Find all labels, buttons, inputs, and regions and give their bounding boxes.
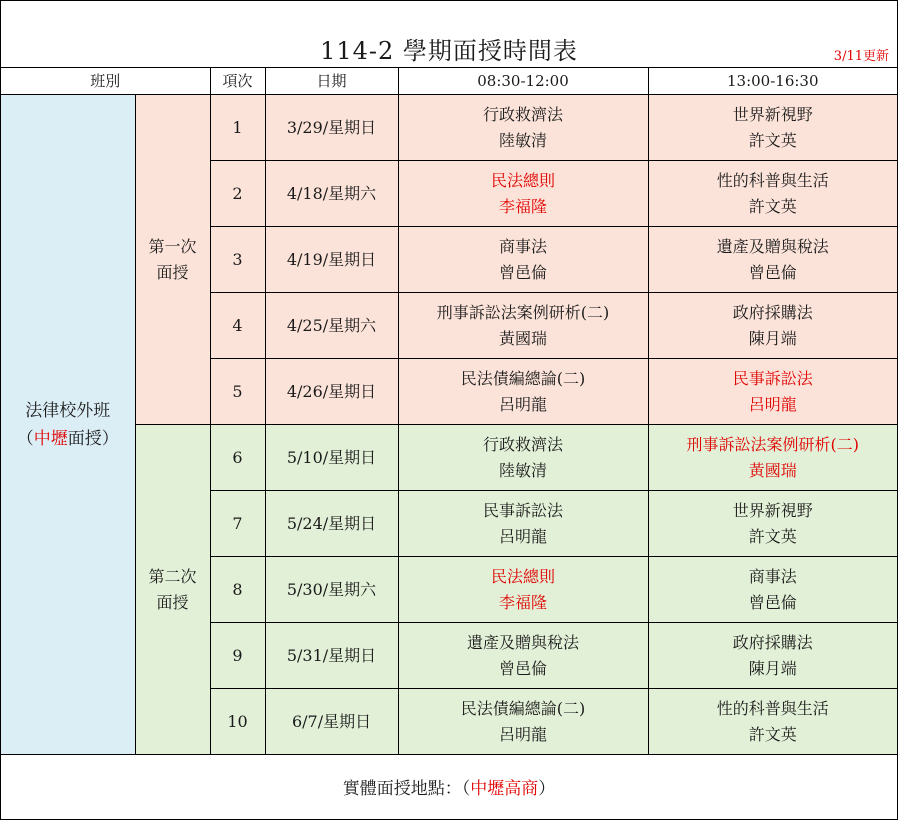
course-name: 刑事訴訟法案例研析(二) xyxy=(686,434,860,454)
morning-session xyxy=(398,689,648,755)
course-name: 行政救濟法 xyxy=(483,434,564,454)
schedule-table xyxy=(1,68,897,755)
class-open: （ xyxy=(16,428,34,449)
footer-close: ） xyxy=(538,779,556,799)
header-date: 日期 xyxy=(265,68,398,95)
morning-session xyxy=(398,293,648,359)
course-name: 民法債編總論(二) xyxy=(460,698,586,718)
class-location: 中壢 xyxy=(33,428,68,449)
table-row xyxy=(1,425,897,491)
teacher-name: 陳月端 xyxy=(748,328,797,348)
period-cell xyxy=(135,95,210,425)
teacher-name: 曾邑倫 xyxy=(499,262,548,282)
morning-session xyxy=(398,95,648,161)
course-name: 民事訴訟法 xyxy=(483,500,564,520)
header-morning: 08:30-12:00 xyxy=(398,68,648,95)
course-name: 行政救濟法 xyxy=(483,104,564,124)
course-name: 遺產及贈與稅法 xyxy=(467,632,580,652)
session-date: 5/30/星期六 xyxy=(265,557,398,623)
morning-session xyxy=(398,161,648,227)
class-name: 法律校外班 xyxy=(25,400,111,421)
afternoon-session xyxy=(648,359,897,425)
morning-session xyxy=(398,425,648,491)
afternoon-session xyxy=(648,623,897,689)
header-class: 班別 xyxy=(1,68,210,95)
session-date: 6/7/星期日 xyxy=(265,689,398,755)
teacher-name: 李福隆 xyxy=(499,592,548,612)
teacher-name: 呂明龍 xyxy=(748,394,797,414)
page-title: 114-2 學期面授時間表 xyxy=(320,37,578,65)
afternoon-session xyxy=(648,161,897,227)
teacher-name: 陸敏清 xyxy=(499,130,548,150)
teacher-name: 陳月端 xyxy=(748,658,797,678)
afternoon-session xyxy=(648,557,897,623)
period-line1: 第一次 xyxy=(148,236,197,256)
course-name: 世界新視野 xyxy=(732,104,813,124)
session-date: 4/19/星期日 xyxy=(265,227,398,293)
teacher-name: 陸敏清 xyxy=(499,460,548,480)
morning-session xyxy=(398,491,648,557)
item-number: 3 xyxy=(210,227,265,293)
afternoon-session xyxy=(648,227,897,293)
item-number: 4 xyxy=(210,293,265,359)
afternoon-session xyxy=(648,491,897,557)
teacher-name: 黃國瑞 xyxy=(499,328,548,348)
item-number: 2 xyxy=(210,161,265,227)
teacher-name: 李福隆 xyxy=(499,196,548,216)
title-row xyxy=(1,1,897,68)
course-name: 性的科普與生活 xyxy=(716,170,829,190)
header-row xyxy=(1,68,897,95)
item-number: 5 xyxy=(210,359,265,425)
morning-session xyxy=(398,227,648,293)
session-date: 5/10/星期日 xyxy=(265,425,398,491)
period-cell xyxy=(135,425,210,755)
teacher-name: 曾邑倫 xyxy=(499,658,548,678)
course-name: 商事法 xyxy=(499,236,548,256)
teacher-name: 呂明龍 xyxy=(499,394,548,414)
item-number: 1 xyxy=(210,95,265,161)
item-number: 9 xyxy=(210,623,265,689)
class-name-cell xyxy=(1,95,135,755)
footer-label: 實體面授地點：（ xyxy=(342,779,471,799)
teacher-name: 許文英 xyxy=(748,724,797,744)
session-date: 5/31/星期日 xyxy=(265,623,398,689)
period-line2: 面授 xyxy=(156,262,189,282)
teacher-name: 呂明龍 xyxy=(499,526,548,546)
teacher-name: 許文英 xyxy=(748,526,797,546)
morning-session xyxy=(398,557,648,623)
period-line1: 第二次 xyxy=(148,566,197,586)
course-name: 商事法 xyxy=(748,566,797,586)
session-date: 4/26/星期日 xyxy=(265,359,398,425)
morning-session xyxy=(398,623,648,689)
class-suffix: 面授） xyxy=(67,428,119,449)
footer-location-name: 中壢高商 xyxy=(470,779,539,799)
course-name: 世界新視野 xyxy=(732,500,813,520)
header-afternoon: 13:00-16:30 xyxy=(648,68,897,95)
schedule-body xyxy=(1,95,897,755)
course-name: 民法總則 xyxy=(491,170,556,190)
footer-location xyxy=(1,755,897,818)
afternoon-session xyxy=(648,425,897,491)
teacher-name: 許文英 xyxy=(748,196,797,216)
item-number: 10 xyxy=(210,689,265,755)
session-date: 3/29/星期日 xyxy=(265,95,398,161)
teacher-name: 許文英 xyxy=(748,130,797,150)
session-date: 5/24/星期日 xyxy=(265,491,398,557)
session-date: 4/18/星期六 xyxy=(265,161,398,227)
period-line2: 面授 xyxy=(156,592,189,612)
course-name: 民法債編總論(二) xyxy=(460,368,586,388)
item-number: 6 xyxy=(210,425,265,491)
course-name: 政府採購法 xyxy=(732,632,813,652)
morning-session xyxy=(398,359,648,425)
teacher-name: 黃國瑞 xyxy=(748,460,797,480)
session-date: 4/25/星期六 xyxy=(265,293,398,359)
afternoon-session xyxy=(648,95,897,161)
teacher-name: 曾邑倫 xyxy=(748,262,797,282)
course-name: 性的科普與生活 xyxy=(716,698,829,718)
table-row xyxy=(1,95,897,161)
course-name: 遺產及贈與稅法 xyxy=(716,236,829,256)
teacher-name: 呂明龍 xyxy=(499,724,548,744)
header-item: 項次 xyxy=(210,68,265,95)
item-number: 8 xyxy=(210,557,265,623)
course-name: 刑事訴訟法案例研析(二) xyxy=(436,302,610,322)
afternoon-session xyxy=(648,293,897,359)
update-note: 3/11更新 xyxy=(833,49,889,64)
item-number: 7 xyxy=(210,491,265,557)
course-name: 民法總則 xyxy=(491,566,556,586)
teacher-name: 曾邑倫 xyxy=(748,592,797,612)
afternoon-session xyxy=(648,689,897,755)
course-name: 政府採購法 xyxy=(732,302,813,322)
course-name: 民事訴訟法 xyxy=(732,368,813,388)
